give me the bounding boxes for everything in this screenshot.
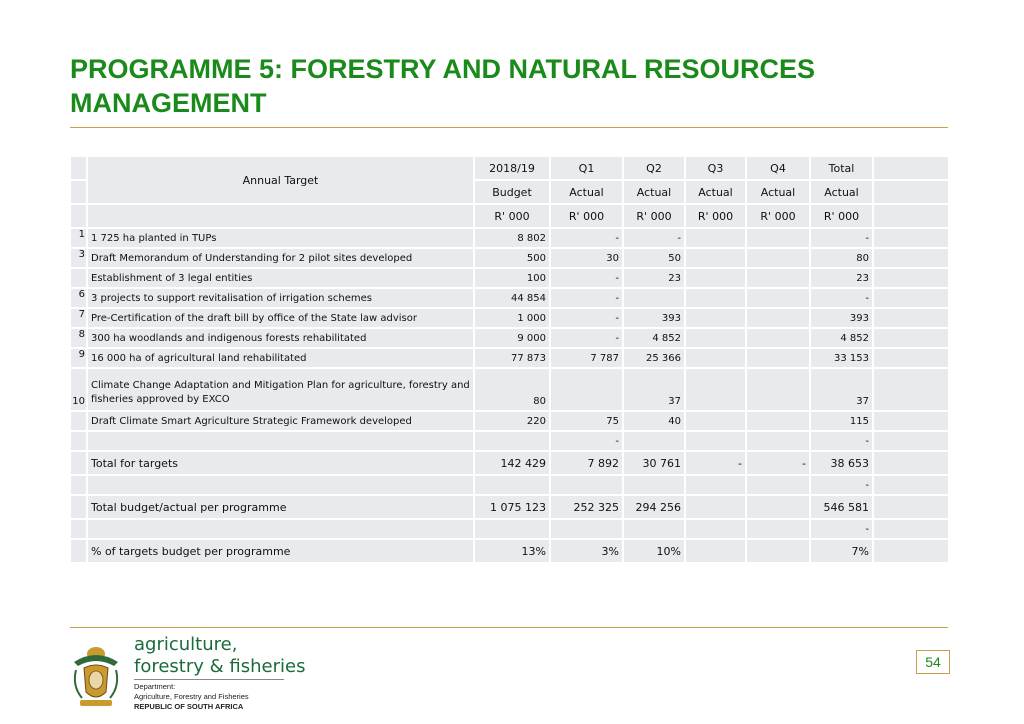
value-cell: 393 bbox=[810, 308, 873, 328]
value-cell: 30 bbox=[550, 248, 623, 268]
summary-label: % of targets budget per programme bbox=[87, 539, 474, 563]
brand-name: agriculture, forestry & fisheries bbox=[134, 634, 306, 677]
value-cell bbox=[474, 431, 550, 451]
value-cell: 500 bbox=[474, 248, 550, 268]
value-cell bbox=[550, 368, 623, 411]
table-row bbox=[70, 411, 949, 431]
value-cell: - bbox=[623, 228, 685, 248]
table-row bbox=[70, 248, 949, 268]
value-cell: - bbox=[550, 268, 623, 288]
value-cell bbox=[685, 228, 746, 248]
table-row bbox=[70, 228, 949, 248]
value-cell bbox=[685, 248, 746, 268]
value-cell: 75 bbox=[550, 411, 623, 431]
value-cell: - bbox=[550, 431, 623, 451]
value-cell bbox=[746, 248, 810, 268]
value-cell: 3% bbox=[550, 539, 623, 563]
col-head: Actual bbox=[810, 180, 873, 204]
value-cell: - bbox=[810, 475, 873, 495]
value-cell: 25 366 bbox=[623, 348, 685, 368]
col-head: Actual bbox=[550, 180, 623, 204]
header-row-1 bbox=[70, 156, 949, 180]
table-row bbox=[70, 268, 949, 288]
value-cell: 50 bbox=[623, 248, 685, 268]
col-head: R' 000 bbox=[550, 204, 623, 228]
value-cell: - bbox=[746, 451, 810, 475]
summary-row bbox=[70, 451, 949, 475]
target-cell: 300 ha woodlands and indigenous forests rehabilitated bbox=[87, 328, 474, 348]
value-cell bbox=[623, 431, 685, 451]
target-cell: Pre-Certification of the draft bill by office of the State law advisor bbox=[87, 308, 474, 328]
target-cell: 3 projects to support revitalisation of irrigation schemes bbox=[87, 288, 474, 308]
value-cell: - bbox=[550, 328, 623, 348]
value-cell bbox=[685, 268, 746, 288]
col-head: Q1 bbox=[550, 156, 623, 180]
row-index bbox=[70, 411, 87, 431]
table-row bbox=[70, 348, 949, 368]
table-row bbox=[70, 368, 949, 411]
value-cell: 9 000 bbox=[474, 328, 550, 348]
spacer-row bbox=[70, 475, 949, 495]
row-index: 6 bbox=[70, 288, 87, 308]
value-cell: 546 581 bbox=[810, 495, 873, 519]
value-cell bbox=[685, 348, 746, 368]
value-cell bbox=[746, 288, 810, 308]
page-number: 54 bbox=[916, 650, 950, 674]
col-head: Q3 bbox=[685, 156, 746, 180]
value-cell bbox=[746, 308, 810, 328]
row-index: 3 bbox=[70, 248, 87, 268]
spacer-row bbox=[70, 519, 949, 539]
row-index bbox=[70, 431, 87, 451]
summary-label: Total budget/actual per programme bbox=[87, 495, 474, 519]
department-label: Department: Agriculture, Forestry and Fisheries REPUBLIC OF SOUTH AFRICA bbox=[134, 682, 249, 711]
target-cell: Climate Change Adaptation and Mitigation Plan for agriculture, forestry and fisheries approved by EXCO bbox=[87, 368, 474, 411]
value-cell: 393 bbox=[623, 308, 685, 328]
value-cell bbox=[746, 348, 810, 368]
value-cell bbox=[746, 495, 810, 519]
value-cell: - bbox=[550, 288, 623, 308]
value-cell: 100 bbox=[474, 268, 550, 288]
value-cell: 37 bbox=[810, 368, 873, 411]
value-cell: - bbox=[810, 431, 873, 451]
col-head: R' 000 bbox=[623, 204, 685, 228]
value-cell: - bbox=[685, 451, 746, 475]
value-cell: 142 429 bbox=[474, 451, 550, 475]
summary-row bbox=[70, 495, 949, 519]
header-row-3 bbox=[70, 204, 949, 228]
value-cell bbox=[685, 431, 746, 451]
row-index: 10 bbox=[70, 368, 87, 411]
value-cell: 294 256 bbox=[623, 495, 685, 519]
target-cell: Draft Memorandum of Understanding for 2 pilot sites developed bbox=[87, 248, 474, 268]
col-head: Budget bbox=[474, 180, 550, 204]
value-cell bbox=[746, 431, 810, 451]
value-cell: 44 854 bbox=[474, 288, 550, 308]
row-index: 8 bbox=[70, 328, 87, 348]
value-cell: 8 802 bbox=[474, 228, 550, 248]
row-index: 9 bbox=[70, 348, 87, 368]
value-cell: 7 892 bbox=[550, 451, 623, 475]
col-head: Actual bbox=[623, 180, 685, 204]
value-cell: - bbox=[550, 228, 623, 248]
value-cell: 80 bbox=[474, 368, 550, 411]
col-head: Q2 bbox=[623, 156, 685, 180]
value-cell bbox=[685, 368, 746, 411]
target-cell: 16 000 ha of agricultural land rehabilitated bbox=[87, 348, 474, 368]
value-cell: 1 075 123 bbox=[474, 495, 550, 519]
value-cell bbox=[746, 411, 810, 431]
table-row bbox=[70, 308, 949, 328]
col-head: Q4 bbox=[746, 156, 810, 180]
col-head: R' 000 bbox=[474, 204, 550, 228]
value-cell: - bbox=[810, 519, 873, 539]
target-cell: Establishment of 3 legal entities bbox=[87, 268, 474, 288]
footer-divider bbox=[70, 627, 948, 628]
page-title: PROGRAMME 5: FORESTRY AND NATURAL RESOURCES MANAGEMENT bbox=[70, 54, 816, 118]
programme-table bbox=[69, 155, 950, 564]
value-cell: 23 bbox=[623, 268, 685, 288]
value-cell: 33 153 bbox=[810, 348, 873, 368]
value-cell: 30 761 bbox=[623, 451, 685, 475]
value-cell: - bbox=[810, 288, 873, 308]
target-cell bbox=[87, 431, 474, 451]
summary-label: Total for targets bbox=[87, 451, 474, 475]
row-index: 1 bbox=[70, 228, 87, 248]
col-head: 2018/19 bbox=[474, 156, 550, 180]
value-cell bbox=[685, 288, 746, 308]
value-cell bbox=[685, 308, 746, 328]
summary-row bbox=[70, 539, 949, 563]
target-cell: Draft Climate Smart Agriculture Strategic Framework developed bbox=[87, 411, 474, 431]
value-cell: 4 852 bbox=[623, 328, 685, 348]
coat-of-arms-logo bbox=[70, 640, 122, 710]
col-head: Actual bbox=[746, 180, 810, 204]
value-cell: 13% bbox=[474, 539, 550, 563]
value-cell bbox=[685, 495, 746, 519]
value-cell bbox=[685, 411, 746, 431]
brand-divider bbox=[134, 679, 284, 680]
row-index bbox=[70, 268, 87, 288]
table-row bbox=[70, 328, 949, 348]
value-cell: 40 bbox=[623, 411, 685, 431]
value-cell: 4 852 bbox=[810, 328, 873, 348]
value-cell: 220 bbox=[474, 411, 550, 431]
value-cell bbox=[623, 288, 685, 308]
value-cell bbox=[746, 368, 810, 411]
col-head: R' 000 bbox=[685, 204, 746, 228]
value-cell: 38 653 bbox=[810, 451, 873, 475]
col-head: R' 000 bbox=[746, 204, 810, 228]
value-cell: 115 bbox=[810, 411, 873, 431]
value-cell: 7% bbox=[810, 539, 873, 563]
col-head: R' 000 bbox=[810, 204, 873, 228]
value-cell bbox=[746, 328, 810, 348]
value-cell: 1 000 bbox=[474, 308, 550, 328]
col-head: Actual bbox=[685, 180, 746, 204]
value-cell: 80 bbox=[810, 248, 873, 268]
value-cell bbox=[685, 539, 746, 563]
col-head: Total bbox=[810, 156, 873, 180]
value-cell: 7 787 bbox=[550, 348, 623, 368]
annual-target-header: Annual Target bbox=[87, 156, 474, 204]
value-cell: 37 bbox=[623, 368, 685, 411]
title-divider bbox=[70, 127, 948, 128]
value-cell: 77 873 bbox=[474, 348, 550, 368]
value-cell: 10% bbox=[623, 539, 685, 563]
value-cell bbox=[746, 268, 810, 288]
value-cell: 23 bbox=[810, 268, 873, 288]
table-row bbox=[70, 288, 949, 308]
value-cell bbox=[746, 228, 810, 248]
table-row bbox=[70, 431, 949, 451]
value-cell: - bbox=[810, 228, 873, 248]
value-cell bbox=[685, 328, 746, 348]
value-cell bbox=[746, 539, 810, 563]
row-index: 7 bbox=[70, 308, 87, 328]
value-cell: - bbox=[550, 308, 623, 328]
target-cell: 1 725 ha planted in TUPs bbox=[87, 228, 474, 248]
value-cell: 252 325 bbox=[550, 495, 623, 519]
